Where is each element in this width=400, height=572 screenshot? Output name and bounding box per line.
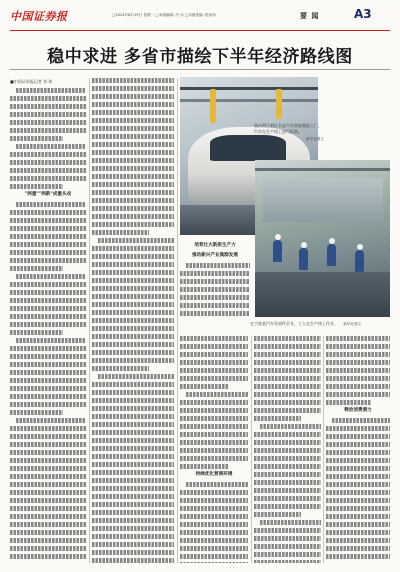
text-line [10, 426, 86, 431]
text-line [186, 482, 248, 487]
dateline: □2024年8月19日 星期一 □本版编辑: 冯 冰 □本版美编: 范伟伟 [112, 13, 216, 17]
text-line [326, 514, 390, 519]
text-line [10, 242, 86, 247]
text-line [92, 134, 174, 139]
text-line [180, 554, 248, 559]
machinery [263, 178, 383, 222]
text-line [16, 144, 86, 149]
text-line [10, 482, 86, 487]
text-line [92, 454, 174, 459]
text-line [180, 271, 250, 276]
text-line [10, 442, 86, 447]
text-line [326, 376, 390, 381]
text-line [326, 360, 390, 365]
text-line [92, 198, 174, 203]
text-line [180, 287, 250, 292]
text-line [10, 176, 86, 181]
article-subhead: 培育壮大新质生产力 [194, 243, 236, 248]
text-line [92, 262, 174, 267]
text-line [326, 434, 390, 439]
column-rule [323, 336, 324, 563]
text-line [92, 534, 174, 539]
article-column-5 [326, 336, 390, 563]
text-line [16, 202, 86, 207]
text-line [92, 166, 174, 171]
text-line [180, 456, 248, 461]
text-line [10, 210, 86, 215]
text-line [92, 526, 174, 531]
text-line [92, 542, 174, 547]
text-line [10, 96, 86, 101]
article-subhead: 推动新兴产业集群发展 [192, 253, 238, 258]
text-line [10, 218, 86, 223]
text-line [326, 352, 390, 357]
text-line [92, 206, 174, 211]
text-line [10, 506, 86, 511]
text-line [326, 392, 390, 397]
text-line [10, 466, 86, 471]
text-line [10, 160, 86, 165]
text-line [186, 392, 248, 397]
text-line [92, 110, 174, 115]
text-line [326, 344, 390, 349]
text-line [10, 250, 86, 255]
column-rule [89, 78, 90, 563]
overhead-rail [180, 99, 318, 102]
text-line [92, 518, 174, 523]
text-line [92, 150, 174, 155]
text-line [254, 504, 321, 509]
text-line [326, 522, 390, 527]
article-column-3-top [180, 240, 250, 320]
text-line [10, 394, 86, 399]
text-line [10, 370, 86, 375]
text-line [180, 344, 248, 349]
text-line [92, 510, 174, 515]
text-line [180, 514, 248, 519]
text-line [92, 430, 174, 435]
text-line [332, 418, 390, 423]
text-line [254, 544, 321, 549]
overhead-rail [255, 168, 390, 171]
text-line [326, 554, 390, 559]
caption-text: 在宁波某汽车零部件企业，工人在生产线上作业。 [250, 321, 338, 326]
text-line [180, 424, 248, 429]
article-subhead: "两重""两新"成重头戏 [24, 192, 72, 197]
text-line [92, 558, 174, 563]
text-line [180, 336, 248, 341]
text-line [180, 311, 250, 316]
text-line [10, 410, 63, 415]
text-line [92, 158, 174, 163]
text-line [92, 422, 174, 427]
text-line [16, 88, 86, 93]
text-line [16, 338, 86, 343]
text-line [180, 400, 248, 405]
text-line [254, 432, 321, 437]
text-line [10, 378, 86, 383]
worker-figure [299, 248, 308, 270]
caption-credit: 新华社图文 [343, 322, 362, 326]
text-line [10, 112, 86, 117]
text-line [92, 94, 174, 99]
text-line [180, 295, 250, 300]
text-line [98, 238, 174, 243]
text-line [16, 418, 86, 423]
text-line [254, 384, 321, 389]
text-line [326, 482, 390, 487]
text-line [326, 546, 390, 551]
text-line [92, 182, 174, 187]
text-line [10, 546, 86, 551]
text-line [92, 414, 174, 419]
text-line [254, 496, 321, 501]
text-line [180, 522, 248, 527]
robot-arm [276, 89, 282, 119]
text-line [10, 104, 86, 109]
text-line [326, 458, 390, 463]
text-line [10, 234, 86, 239]
text-line [254, 392, 321, 397]
worker-figure [273, 240, 282, 262]
text-line [326, 538, 390, 543]
text-line [180, 384, 228, 389]
text-line [92, 494, 174, 499]
text-line [254, 360, 321, 365]
text-line [10, 152, 86, 157]
worker-figure [327, 244, 336, 266]
masthead-divider [10, 30, 390, 31]
text-line [326, 466, 390, 471]
page-number: A3 [354, 7, 372, 21]
text-line [92, 254, 174, 259]
text-line [254, 344, 321, 349]
factory-floor [255, 272, 390, 317]
text-line [92, 486, 174, 491]
text-line [254, 376, 321, 381]
text-line [180, 408, 248, 413]
text-line [254, 352, 321, 357]
masthead [0, 0, 400, 30]
text-line [260, 424, 321, 429]
text-line [92, 246, 174, 251]
text-line [10, 184, 63, 189]
article-subhead: 持续优化营商环境 [195, 472, 233, 477]
text-line [92, 126, 174, 131]
text-line [326, 490, 390, 495]
article-byline: ■中国证券报记者 刘 伟 [10, 79, 53, 84]
text-line [10, 136, 63, 141]
text-line [180, 464, 228, 469]
text-line [92, 334, 174, 339]
text-line [254, 464, 321, 469]
text-line [92, 398, 174, 403]
article-column-4 [254, 336, 321, 563]
text-line [180, 432, 248, 437]
text-line [92, 478, 174, 483]
text-line [10, 386, 86, 391]
text-line [92, 302, 174, 307]
article-column-1 [10, 78, 86, 563]
text-line [254, 416, 301, 421]
text-line [10, 474, 86, 479]
section-name: 要 闻 [300, 12, 320, 20]
text-line [92, 446, 174, 451]
text-line [10, 322, 86, 327]
text-line [326, 442, 390, 447]
text-line [326, 506, 390, 511]
text-line [254, 560, 321, 563]
text-line [254, 488, 321, 493]
photo-factory-workers [255, 160, 390, 317]
text-line [254, 552, 321, 557]
text-line [180, 562, 248, 563]
text-line [180, 352, 248, 357]
text-line [254, 368, 321, 373]
text-line [92, 406, 174, 411]
column-rule [251, 336, 252, 563]
text-line [180, 376, 248, 381]
text-line [92, 502, 174, 507]
text-line [10, 538, 86, 543]
text-line [92, 318, 174, 323]
text-line [92, 174, 174, 179]
text-line [92, 270, 174, 275]
text-line [10, 282, 86, 287]
text-line [180, 416, 248, 421]
text-line [92, 118, 174, 123]
text-line [10, 402, 86, 407]
text-line [92, 326, 174, 331]
text-line [10, 290, 86, 295]
text-line [260, 520, 321, 525]
text-line [180, 490, 248, 495]
text-line [180, 448, 248, 453]
text-line [10, 266, 63, 271]
text-line [254, 536, 321, 541]
text-line [326, 426, 390, 431]
text-line [92, 86, 174, 91]
text-line [10, 450, 86, 455]
text-line [180, 530, 248, 535]
text-line [16, 274, 86, 279]
text-line [92, 142, 174, 147]
text-line [92, 390, 174, 395]
text-line [10, 458, 86, 463]
photo-caption-top [254, 123, 324, 142]
text-line [180, 538, 248, 543]
text-line [10, 128, 86, 133]
text-line [98, 374, 174, 379]
text-line [92, 366, 149, 371]
text-line [254, 336, 321, 341]
newspaper-logo: 中国证券报 [10, 10, 68, 23]
text-line [92, 438, 174, 443]
text-line [180, 506, 248, 511]
text-line [180, 440, 248, 445]
text-line [10, 226, 86, 231]
text-line [254, 440, 321, 445]
text-line [10, 306, 86, 311]
text-line [254, 448, 321, 453]
text-line [180, 303, 250, 308]
text-line [92, 462, 174, 467]
text-line [326, 450, 390, 455]
text-line [10, 522, 86, 527]
text-line [92, 350, 174, 355]
text-line [10, 258, 86, 263]
text-line [92, 222, 174, 227]
text-line [180, 546, 248, 551]
text-line [10, 514, 86, 519]
text-line [10, 354, 86, 359]
text-line [10, 314, 86, 319]
text-line [326, 530, 390, 535]
text-line [326, 368, 390, 373]
column-rule [177, 78, 178, 563]
worker-figure [355, 250, 364, 272]
text-line [10, 530, 86, 535]
photo-caption-right [250, 321, 390, 327]
text-line [254, 480, 321, 485]
text-line [10, 330, 63, 335]
text-line [92, 190, 174, 195]
text-line [10, 120, 86, 125]
overhead-rail [180, 87, 318, 90]
text-line [254, 456, 321, 461]
text-line [10, 434, 86, 439]
text-line [254, 512, 301, 517]
text-line [92, 310, 174, 315]
article-subhead: 释放消费潜力 [344, 408, 372, 413]
text-line [326, 336, 390, 341]
text-line [180, 498, 248, 503]
text-line [326, 384, 390, 389]
text-line [92, 342, 174, 347]
text-line [10, 362, 86, 367]
text-line [10, 490, 86, 495]
text-line [326, 498, 390, 503]
robot-arm [210, 89, 216, 123]
article-column-2 [92, 78, 174, 563]
text-line [10, 554, 86, 559]
text-line [254, 472, 321, 477]
headline-divider [10, 69, 390, 70]
text-line [92, 470, 174, 475]
text-line [186, 263, 250, 268]
text-line [254, 408, 321, 413]
text-line [92, 78, 174, 83]
text-line [10, 298, 86, 303]
text-line [92, 286, 174, 291]
text-line [92, 550, 174, 555]
text-line [92, 278, 174, 283]
text-line [254, 400, 321, 405]
page-headline: 稳中求进 多省市描绘下半年经济路线图 [47, 47, 353, 67]
text-line [92, 382, 174, 387]
text-line [10, 346, 86, 351]
text-line [92, 294, 174, 299]
caption-credit: 新华社图文 [306, 137, 324, 141]
text-line [326, 400, 371, 405]
text-line [92, 230, 149, 235]
text-line [92, 358, 174, 363]
text-line [180, 279, 250, 284]
text-line [10, 168, 86, 173]
text-line [254, 528, 321, 533]
text-line [180, 368, 248, 373]
text-line [326, 474, 390, 479]
text-line [10, 498, 86, 503]
caption-text: 重庆两江新区长安汽车智能制造工厂，汽车在生产线上进行组装。 [254, 123, 322, 134]
text-line [92, 214, 174, 219]
article-column-3 [180, 336, 248, 563]
text-line [180, 360, 248, 365]
text-line [92, 102, 174, 107]
